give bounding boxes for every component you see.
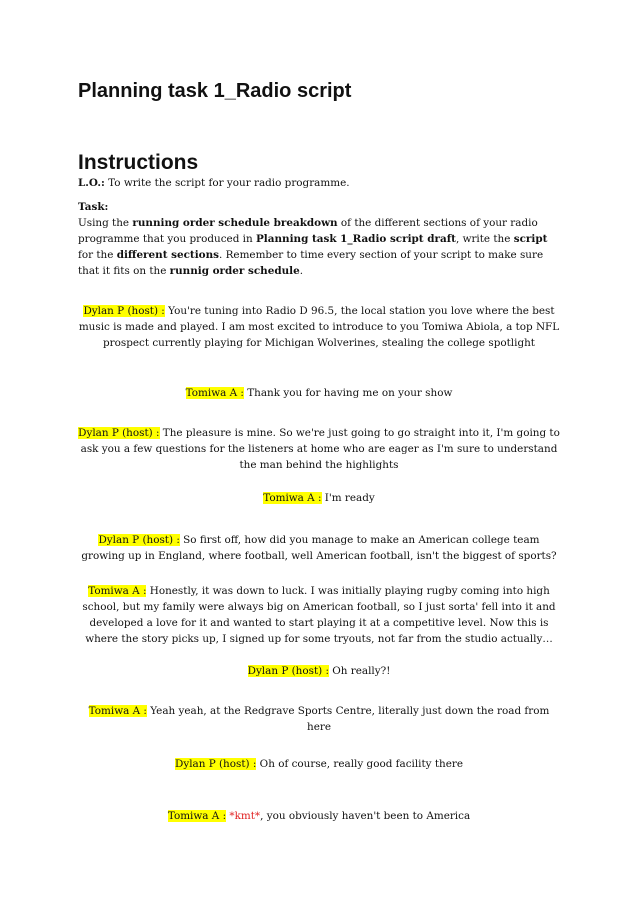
- script-line: [76, 808, 562, 824]
- script-line: [76, 532, 562, 564]
- speaker-label: Dylan P (host) :: [175, 758, 257, 770]
- task-text: .: [299, 265, 304, 277]
- speaker-label: Tomiwa A :: [88, 705, 147, 717]
- speaker-label: Tomiwa A :: [185, 387, 244, 399]
- dialogue-text: Oh really?!: [328, 665, 391, 677]
- lo-text: To write the script for your radio programme.: [104, 177, 350, 189]
- task-bold: script: [513, 233, 548, 245]
- speaker-label: Dylan P (host) :: [247, 665, 329, 677]
- lo-label: L.O.:: [78, 177, 105, 189]
- task-bold: different sections: [116, 249, 219, 261]
- dialogue-text: Honestly, it was down to luck. I was initially playing rugby coming into high school, but my family were always big on American football, so I just sorta' fell into it and developed a love for it and wanted to start playing it at a competitive level. Now this is where the story picks up, I signed up for some tryouts, not far from the studio actually…: [82, 585, 556, 645]
- emphasis-text: *kmt*: [229, 810, 261, 822]
- script-line: [76, 385, 562, 401]
- script-line: [76, 663, 562, 679]
- dialogue-text: You're tuning into Radio D 96.5, the local station you love where the best music is made and played. I am most excited to introduce to you Tomiwa Abiola, a top NFL prospect currently playing for Michigan Wolverines, stealing the college spotlight: [78, 305, 560, 349]
- speaker-label: Tomiwa A :: [167, 810, 227, 822]
- task-bold: running order schedule breakdown: [132, 217, 338, 229]
- script-line: [76, 425, 562, 473]
- speaker-label: Dylan P (host) :: [83, 305, 165, 317]
- task-bold: Planning task 1_Radio script draft: [255, 233, 456, 245]
- dialogue-text: , you obviously haven't been to America: [260, 810, 471, 822]
- task-text: of the different sections of your radio programme that you produced in: [78, 217, 538, 245]
- task-text: , write the: [455, 233, 514, 245]
- speaker-label: Tomiwa A :: [88, 585, 147, 597]
- task-text: for the: [78, 249, 117, 261]
- dialogue-text: So first off, how did you manage to make an American college team growing up in England, where football, well American football, isn't the biggest of sports?: [81, 534, 557, 562]
- dialogue-text: I'm ready: [321, 492, 375, 504]
- script-line: [76, 583, 562, 647]
- dialogue-text: Thank you for having me on your show: [243, 387, 453, 399]
- script-line: [76, 490, 562, 506]
- speaker-label: Dylan P (host) :: [98, 534, 180, 546]
- speaker-label: Dylan P (host) :: [78, 427, 160, 439]
- instructions-heading: Instructions: [78, 151, 199, 174]
- dialogue-text: Oh of course, really good facility there: [256, 758, 463, 770]
- task-body: [78, 215, 560, 279]
- script-line: [76, 703, 562, 735]
- dialogue-text: The pleasure is mine. So we're just going to go straight into it, I'm going to ask you a few questions for the listeners at home who are eager as I'm sure to understand the man behind the highlights: [80, 427, 560, 471]
- document-title: Planning task 1_Radio script: [78, 80, 352, 102]
- learning-objective: [78, 175, 568, 191]
- task-label: Task:: [78, 201, 109, 213]
- task-bold: runnig order schedule: [169, 265, 300, 277]
- script-line: [76, 756, 562, 772]
- script-line: [76, 303, 562, 351]
- speaker-label: Tomiwa A :: [263, 492, 322, 504]
- task-text: Using the: [78, 217, 133, 229]
- dialogue-text: Yeah yeah, at the Redgrave Sports Centre, literally just down the road from here: [146, 705, 550, 733]
- task-text: . Remember to time every section of your script to make sure that it fits on the: [78, 249, 544, 277]
